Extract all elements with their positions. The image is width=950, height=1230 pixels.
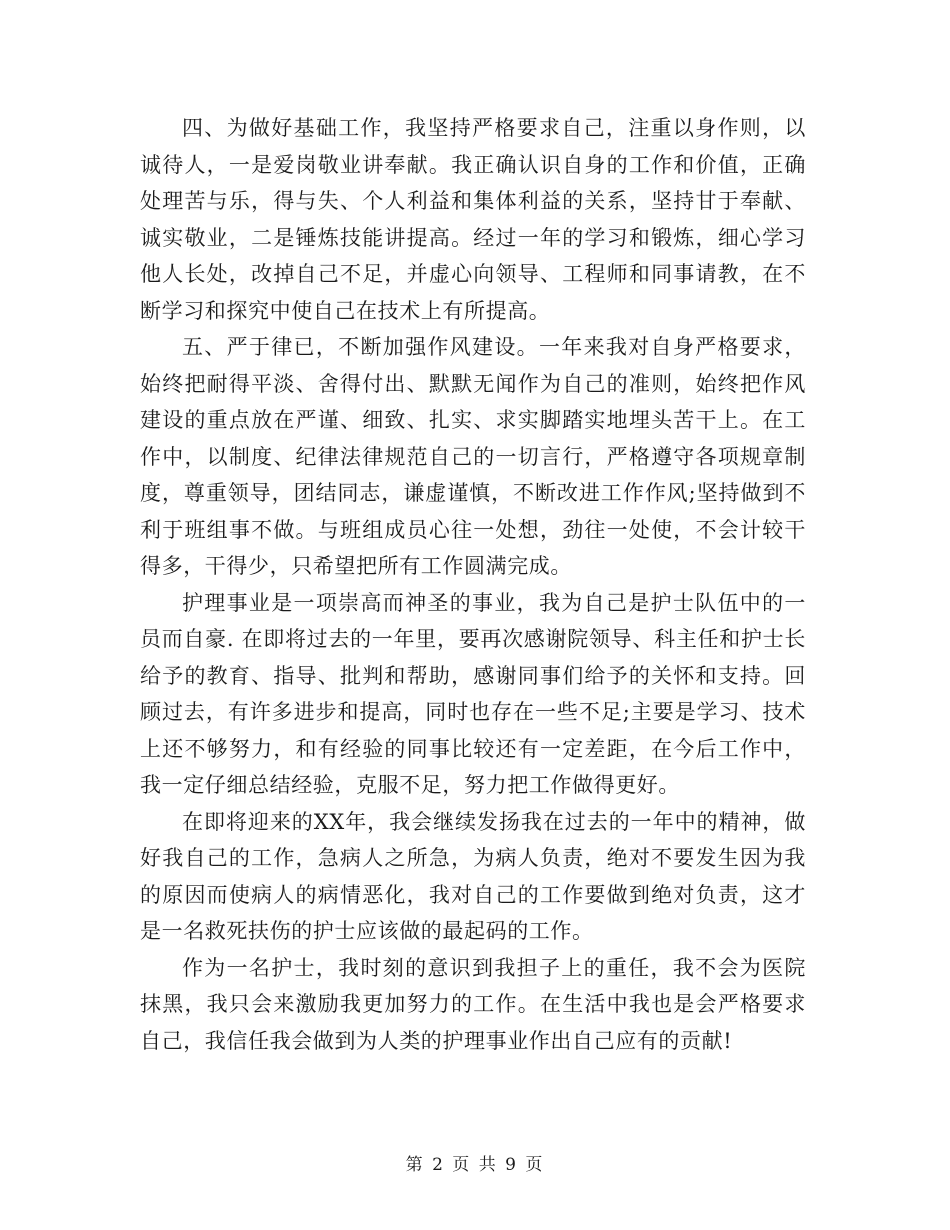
page-number-footer: 第 2 页 共 9 页 xyxy=(405,1155,545,1175)
paragraph-section-four: 四、为做好基础工作，我坚持严格要求自己，注重以身作则，以诚待人，一是爱岗敬业讲奉献。我正确认识自身的工作和价值，正确处理苦与乐，得与失、个人利益和集体利益的关系，坚持甘于奉献、诚实敬业，二是锤炼技能讲提高。经过一年的学习和锻炼，细心学习他人长处，改掉自己不足，并虚心向领导、工程师和同事请教，在不断学习和探究中使自己在技术上有所提高。 xyxy=(140,116,806,323)
document-body xyxy=(140,110,806,1059)
paragraph-closing: 作为一名护士，我时刻的意识到我担子上的重任，我不会为医院抹黑，我只会来激励我更加努力的工作。在生活中我也是会严格要求自己，我信任我会做到为人类的护理事业作出自己应有的贡献! xyxy=(140,955,806,1053)
paragraph-section-five: 五、严于律已，不断加强作风建设。一年来我对自身严格要求，始终把耐得平淡、舍得付出、默默无闻作为自己的准则，始终把作风建设的重点放在严谨、细致、扎实、求实脚踏实地埋头苦干上。在工作中，以制度、纪律法律规范自己的一切言行，严格遵守各项规章制度，尊重领导，团结同志，谦虚谨慎，不断改进工作作风;坚持做到不利于班组事不做。与班组成员心往一处想，劲往一处使，不会计较干得多，干得少，只希望把所有工作圆满完成。 xyxy=(140,335,806,578)
paragraph-nursing-career: 护理事业是一项崇高而神圣的事业，我为自己是护士队伍中的一员而自豪. 在即将过去的一年里，要再次感谢院领导、科主任和护士长给予的教育、指导、批判和帮助，感谢同事们给予的关怀和支持。回顾过去，有许多进步和提高，同时也存在一些不足;主要是学习、技术上还不够努力，和有经验的同事比较还有一定差距，在今后工作中，我一定仔细总结经验，克服不足，努力把工作做得更好。 xyxy=(140,590,806,797)
paragraph-coming-year: 在即将迎来的XX年，我会继续发扬我在过去的一年中的精神，做好我自己的工作，急病人之所急，为病人负责，绝对不要发生因为我的原因而使病人的病情恶化，我对自己的工作要做到绝对负责，这才是一名救死扶伤的护士应该做的最起码的工作。 xyxy=(140,809,806,943)
